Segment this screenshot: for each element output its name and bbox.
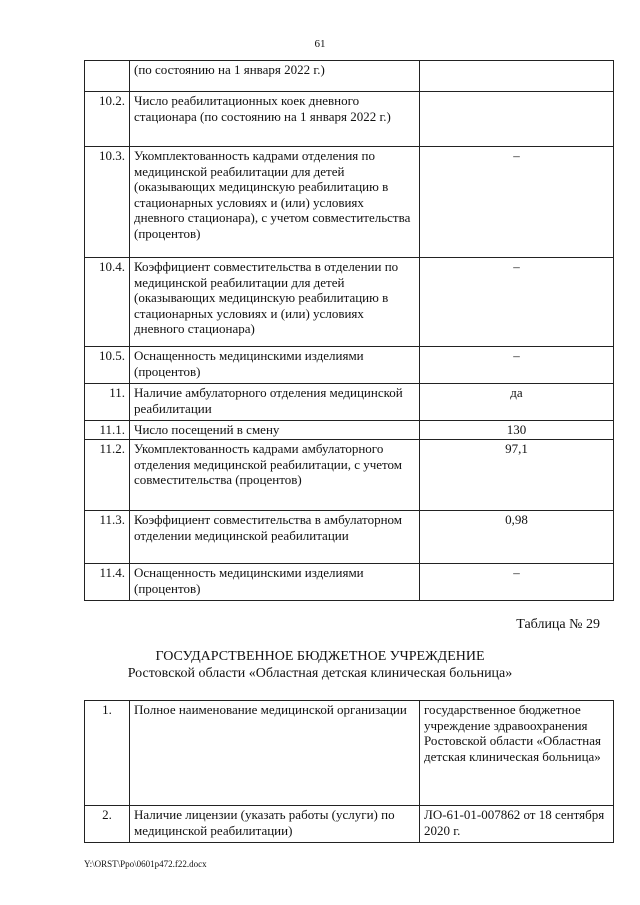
table-row [85,421,614,440]
table-row [85,92,614,147]
row-value: 130 [420,421,614,440]
row-number: 2. [85,806,130,843]
row-value: – [420,147,614,258]
row-value: – [420,564,614,601]
organization-info-table [84,700,614,843]
table-row [85,440,614,511]
row-indicator: Коэффициент совместительства в отделении по медицинской реабилитации для детей (оказывающих медицинскую реабилитацию в стационарных условиях и (или) условиях дневного стационара) [130,258,420,347]
row-indicator: Коэффициент совместительства в амбулаторном отделении медицинской реабилитации [130,511,420,564]
row-indicator: Оснащенность медицинскими изделиями (процентов) [130,347,420,384]
row-value: 0,98 [420,511,614,564]
row-indicator: Укомплектованность кадрами амбулаторного отделения медицинской реабилитации, с учетом совместительства (процентов) [130,440,420,511]
table-row [85,258,614,347]
table-row [85,511,614,564]
table-row [85,61,614,92]
row-indicator: Наличие лицензии (указать работы (услуги) по медицинской реабилитации) [130,806,420,843]
table-caption: Таблица № 29 [516,617,600,632]
row-value [420,92,614,147]
row-number: 10.5. [85,347,130,384]
row-value: – [420,347,614,384]
row-number: 10.4. [85,258,130,347]
row-number: 11.1. [85,421,130,440]
row-number: 1. [85,701,130,806]
organization-title-line-1: ГОСУДАРСТВЕННОЕ БЮДЖЕТНОЕ УЧРЕЖДЕНИЕ [155,649,485,664]
row-value: да [420,384,614,421]
row-indicator: Укомплектованность кадрами отделения по медицинской реабилитации для детей (оказывающих медицинскую реабилитацию в стационарных условиях и (или) условиях дневного стационара), с учетом совместительства (процентов) [130,147,420,258]
organization-title [0,648,640,682]
table-row [85,384,614,421]
row-number: 11.2. [85,440,130,511]
row-indicator: Полное наименование медицинской организации [130,701,420,806]
row-value: государственное бюджетное учреждение здравоохранения Ростовской области «Областная детская клиническая больница» [420,701,614,806]
row-number: 11.4. [85,564,130,601]
row-number [85,61,130,92]
row-value: 97,1 [420,440,614,511]
row-indicator: Число посещений в смену [130,421,420,440]
row-indicator: Оснащенность медицинскими изделиями (процентов) [130,564,420,601]
table-row [85,147,614,258]
row-indicator: Наличие амбулаторного отделения медицинской реабилитации [130,384,420,421]
row-value [420,61,614,92]
table-row [85,806,614,843]
row-number: 10.3. [85,147,130,258]
rehab-indicators-table [84,60,614,601]
row-number: 11. [85,384,130,421]
page-number: 61 [314,38,326,50]
table-row [85,564,614,601]
table-row [85,347,614,384]
row-value: ЛО-61-01-007862 от 18 сентября 2020 г. [420,806,614,843]
row-indicator: Число реабилитационных коек дневного стационара (по состоянию на 1 января 2022 г.) [130,92,420,147]
footer-file-path: Y:\ORST\Ppo\0601p472.f22.docx [84,859,207,869]
row-value: – [420,258,614,347]
row-number: 11.3. [85,511,130,564]
row-number: 10.2. [85,92,130,147]
row-indicator: (по состоянию на 1 января 2022 г.) [130,61,420,92]
organization-title-line-2: Ростовской области «Областная детская клиническая больница» [127,666,513,681]
table-row [85,701,614,806]
